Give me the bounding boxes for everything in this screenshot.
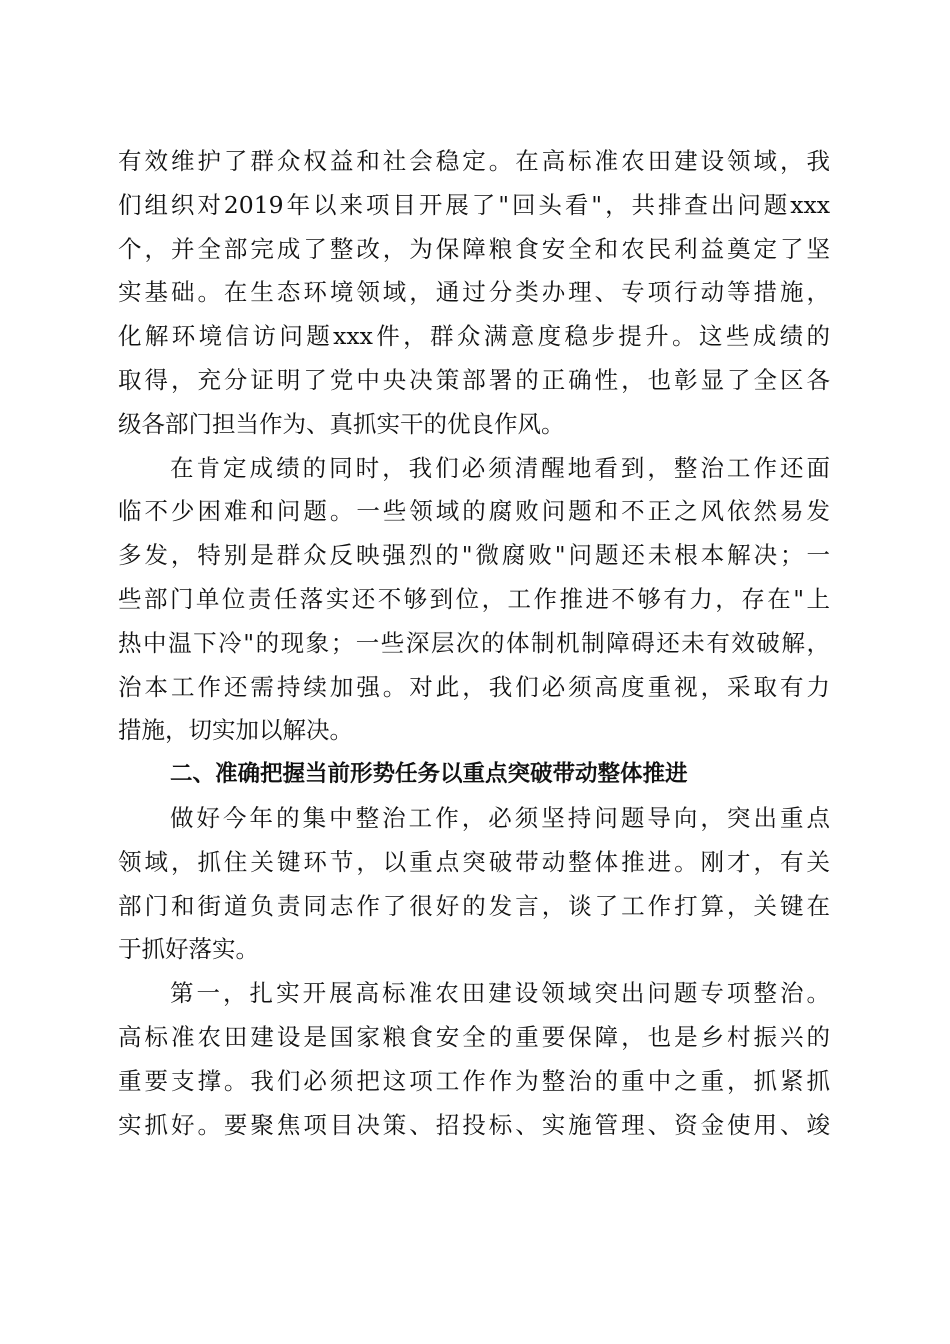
text-line: 化解环境信访问题xxx件，群众满意度稳步提升。这些成绩的 — [118, 322, 830, 351]
text-line: 个，并全部完成了整改，为保障粮食安全和农民利益奠定了坚 — [118, 234, 830, 263]
text-line: 们组织对2019年以来项目开展了"回头看"，共排查出问题xxx — [118, 190, 830, 219]
text-line: 第一，扎实开展高标准农田建设领域突出问题专项整治。 — [170, 979, 830, 1008]
paragraph-problems — [118, 447, 830, 754]
text-line: 多发，特别是群众反映强烈的"微腐败"问题还未根本解决；一 — [118, 541, 830, 570]
text-line: 热中温下冷"的现象；一些深层次的体制机制障碍还未有效破解， — [118, 628, 830, 657]
text-line: 实抓好。要聚焦项目决策、招投标、实施管理、资金使用、竣 — [118, 1110, 830, 1139]
text-line: 高标准农田建设是国家粮食安全的重要保障，也是乡村振兴的 — [118, 1022, 830, 1051]
text-line: 临不少困难和问题。一些领域的腐败问题和不正之风依然易发 — [118, 497, 830, 526]
text-line: 在肯定成绩的同时，我们必须清醒地看到，整治工作还面 — [170, 453, 830, 482]
section-heading: 二、准确把握当前形势任务以重点突破带动整体推进 — [170, 761, 688, 788]
paragraph-achievements — [118, 140, 830, 447]
text-line: 些部门单位责任落实还不够到位，工作推进不够有力，存在"上 — [118, 584, 830, 613]
text-line: 于抓好落实。 — [118, 935, 259, 964]
paragraph-farmland — [118, 972, 830, 1147]
text-line: 取得，充分证明了党中央决策部署的正确性，也彰显了全区各 — [118, 365, 830, 394]
text-line: 领域，抓住关键环节，以重点突破带动整体推进。刚才，有关 — [118, 847, 830, 876]
text-line: 做好今年的集中整治工作，必须坚持问题导向，突出重点 — [170, 803, 830, 832]
text-line: 有效维护了群众权益和社会稳定。在高标准农田建设领域，我 — [118, 147, 830, 175]
text-line: 实基础。在生态环境领域，通过分类办理、专项行动等措施， — [118, 278, 830, 307]
text-line: 部门和街道负责同志作了很好的发言，谈了工作打算，关键在 — [118, 891, 830, 920]
text-line: 治本工作还需持续加强。对此，我们必须高度重视，采取有力 — [118, 672, 830, 701]
text-line: 级各部门担当作为、真抓实干的优良作风。 — [118, 409, 565, 438]
text-line: 措施，切实加以解决。 — [118, 716, 353, 745]
text-line: 重要支撑。我们必须把这项工作作为整治的重中之重，抓紧抓 — [118, 1066, 830, 1095]
document-page — [118, 140, 830, 1147]
paragraph-focus — [118, 797, 830, 972]
